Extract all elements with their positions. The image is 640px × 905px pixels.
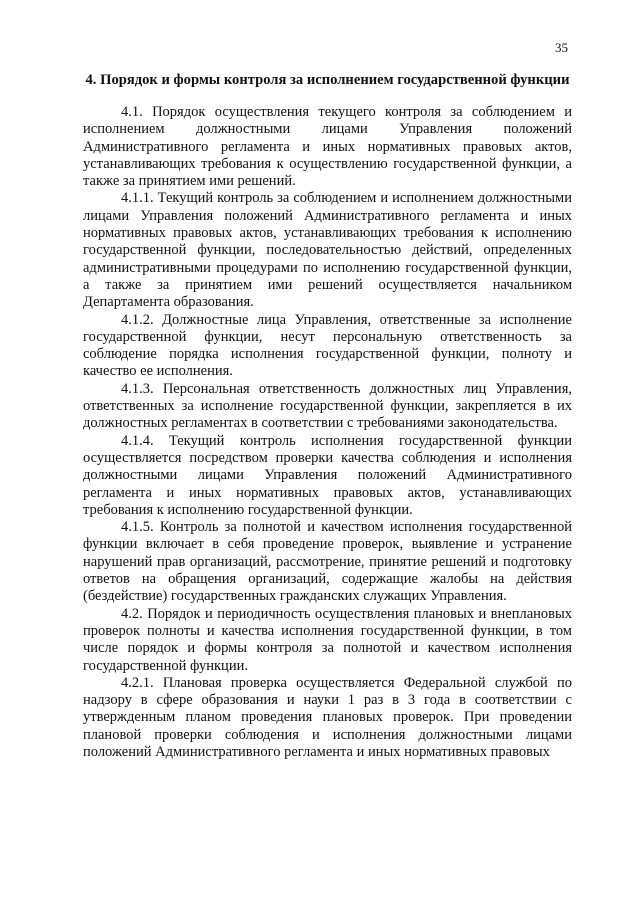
- paragraph-4-1-4: 4.1.4. Текущий контроль исполнения государственной функции осуществляется посредством проверки качества соблюдения и исполнения должностными лицами Управления положений Административного регламента и иных нормативных правовых актов, устанавливающих требования к исполнению государственной функции.: [83, 432, 572, 518]
- paragraph-4-1-1: 4.1.1. Текущий контроль за соблюдением и исполнением должностными лицами Управления положений Административного регламента и иных нормативных правовых актов, устанавливающих требования к исполнению государственной функции, последовательностью действий, определенных административными процедурами по исполнению государственной функции, а также за принятием ими решений осуществляется начальником Департамента образования.: [83, 190, 572, 311]
- paragraph-4-2: 4.2. Порядок и периодичность осуществления плановых и внеплановых проверок полноты и качества исполнения государственной функции, в том числе порядок и формы контроля за полнотой и качеством исполнения государственной функции.: [83, 605, 572, 674]
- document-body: [83, 72, 572, 761]
- paragraph-4-2-1: 4.2.1. Плановая проверка осуществляется Федеральной службой по надзору в сфере образования и науки 1 раз в 3 года в соответствии с утвержденным планом проведения плановых проверок. При проведении плановой проверки соблюдения и исполнения должностными лицами положений Административного регламента и иных нормативных правовых: [83, 674, 572, 760]
- paragraph-4-1-3: 4.1.3. Персональная ответственность должностных лиц Управления, ответственных за исполнение государственной функции, закрепляется в их должностных регламентах в соответствии с требованиями законодательства.: [83, 380, 572, 432]
- section-heading: 4. Порядок и формы контроля за исполнением государственной функции: [85, 72, 570, 88]
- paragraph-4-1-2: 4.1.2. Должностные лица Управления, ответственные за исполнение государственной функции, несут персональную ответственность за соблюдение порядка исполнения государственной функции, полноту и качество ее исполнения.: [83, 311, 572, 380]
- page-number: 35: [555, 40, 568, 55]
- paragraph-4-1: 4.1. Порядок осуществления текущего контроля за соблюдением и исполнением должностными лицами Управления положений Административного регламента и иных нормативных правовых актов, устанавливающих требования к осуществлению государственной функции, а также за принятием ими решений.: [83, 104, 572, 190]
- paragraph-4-1-5: 4.1.5. Контроль за полнотой и качеством исполнения государственной функции включает в себя проведение проверок, выявление и устранение нарушений прав организаций, рассмотрение, принятие решений и подготовку ответов на обращения организаций, содержащие жалобы на действия (бездействие) государственных гражданских служащих Управления.: [83, 519, 572, 605]
